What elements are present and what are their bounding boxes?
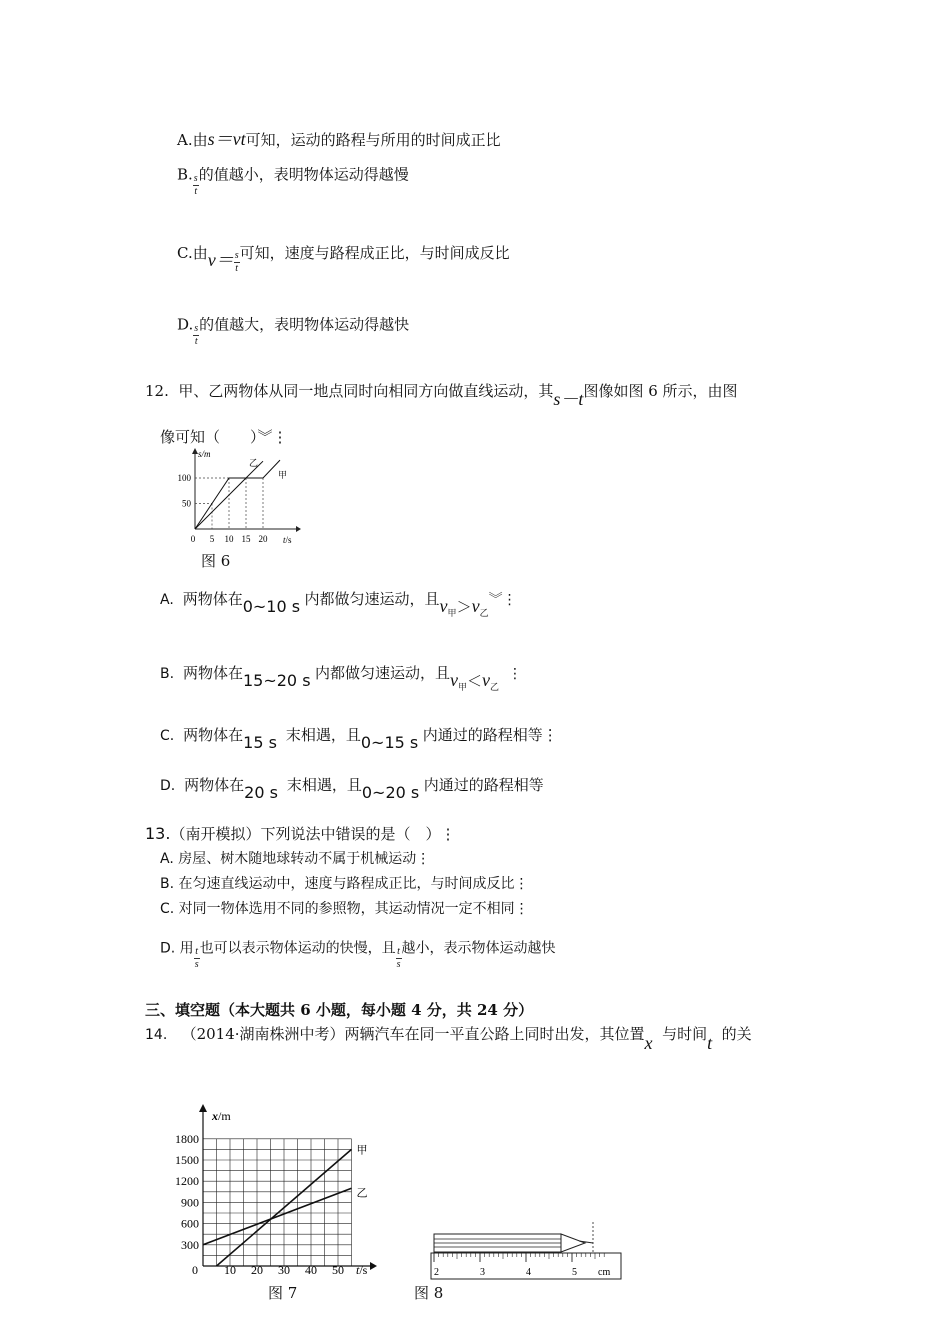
figure-6-caption: 图 6 [201, 552, 231, 570]
q11-option-b [177, 163, 409, 197]
x-axis-label: t/s [356, 1263, 368, 1277]
q12-a-text1: 两物体在 [182, 590, 243, 608]
q14-stem-text: （2014·湖南株洲中考）两辆汽车在同一平直公路上同时出发，其位置 [181, 1025, 645, 1043]
q12-b-v2: v [482, 670, 491, 690]
x-tick-label: 30 [278, 1263, 290, 1277]
q12-number: 12. [145, 382, 169, 400]
x-tick-label: 40 [305, 1263, 317, 1277]
q12-stem [145, 376, 738, 409]
q12-c-range2: 0~15 s [360, 733, 419, 752]
q12-a-label: A. [160, 592, 174, 608]
ruler-label: 5 [572, 1267, 577, 1278]
q12-d-text1: 两物体在 [184, 776, 245, 794]
q12-c-text1: 两物体在 [183, 726, 244, 744]
q13-stem [145, 823, 455, 844]
q13-d-mid: 也可以表示物体运动的快慢，且 [199, 940, 396, 957]
q12-c-text2: 末相遇，且 [285, 726, 361, 744]
q11-a-formula: s＝vt [207, 129, 246, 149]
figure-6-chart [170, 448, 310, 548]
x-axis-arrow [370, 1262, 377, 1270]
q11-option-d [177, 313, 410, 347]
t-over-s-fraction: $\frac{t}{s}$ [194, 946, 199, 970]
q12-stem-text: 甲、乙两物体从同一地点同时向相同方向做直线运动，其 [178, 382, 554, 400]
y-tick-label: 300 [181, 1237, 199, 1252]
q11-c-prefix: C.由 [177, 244, 208, 262]
figure-8-caption: 图 8 [414, 1284, 444, 1302]
t-over-s-fraction: $\frac{t}{s}$ [396, 946, 401, 970]
figure-7-caption: 图 7 [268, 1284, 298, 1302]
q11-d-prefix: D. [177, 315, 194, 334]
q13-option-d [160, 936, 556, 970]
ruler-label: 4 [526, 1267, 531, 1278]
q12-a-relation: ＞ [456, 600, 472, 616]
series-label-jia: 甲 [278, 470, 288, 480]
q12-b-sub2: 乙 [490, 682, 500, 693]
series-line-yi [203, 1188, 352, 1245]
q12-d-text2: 末相遇，且 [286, 776, 362, 794]
q12-b-end: ⋮ [507, 666, 522, 682]
figure-8-pencil-ruler [425, 1218, 625, 1282]
q13-option-a: A. 房屋、树木随地球转动不属于机械运动⋮ [160, 851, 431, 867]
ruler-label: 2 [434, 1267, 439, 1278]
figure-7-chart [170, 1104, 385, 1282]
q12-a-end: ︾⋮ [488, 592, 517, 608]
series-label-yi: 乙 [356, 1187, 368, 1200]
q13-option-c: C. 对同一物体选用不同的参照物，其运动情况一定不相同⋮ [160, 901, 529, 917]
x-tick-label: 20 [258, 534, 268, 544]
q13-stem-text: （南开模拟）下列说法中错误的是（ ）⋮ [170, 825, 456, 843]
y-tick-label: 600 [181, 1216, 199, 1231]
x-axis-arrow [296, 526, 301, 532]
q13-option-b: B. 在匀速直线运动中，速度与路程成正比，与时间成反比⋮ [160, 876, 529, 892]
q14-stem [145, 1023, 752, 1053]
q12-b-v1: v [450, 670, 458, 690]
q12-option-b [160, 662, 522, 693]
pencil [434, 1222, 593, 1256]
q12-a-text2: 内都做匀速运动，且 [304, 590, 440, 608]
q12-c-text3: 内通过的路程相等⋮ [422, 726, 558, 744]
y-axis-arrow [199, 1104, 207, 1112]
q13-number: 13. [145, 824, 171, 843]
section-3-title: 三、填空题（本大题共 6 小题，每小题 4 分，共 24 分） [145, 1001, 534, 1019]
q12-stem-formula: s－t [553, 389, 584, 409]
q12-option-a [160, 588, 517, 619]
q11-option-c [177, 238, 510, 274]
y-tick-label: 50 [182, 498, 191, 509]
q14-mid: 与时间 [662, 1025, 708, 1043]
q14-end: 的关 [721, 1025, 752, 1043]
q11-b-text: 的值越小，表明物体运动得越慢 [198, 165, 409, 184]
q11-a-text: 可知，运动的路程与所用的时间成正比 [245, 131, 501, 149]
series-label-jia: 甲 [356, 1144, 368, 1157]
q12-b-label: B. [160, 666, 175, 682]
x-tick-label: 0 [190, 534, 196, 544]
q14-number: 14. [145, 1027, 168, 1043]
series-label-yi: 乙 [249, 458, 259, 468]
q12-d-range2: 0~20 s [361, 783, 420, 802]
q12-b-range: 15~20 s [242, 671, 311, 690]
s-over-t-fraction: $\frac{s}{t}$ [194, 323, 199, 347]
q12-stem-text-post: 图像如图 6 所示，由图 [583, 382, 738, 400]
q12-option-c [160, 724, 558, 752]
x-tick-label: 15 [241, 534, 251, 544]
y-tick-label: 900 [181, 1195, 199, 1210]
q12-d-range: 20 s [244, 783, 278, 802]
q12-option-d [160, 774, 544, 802]
x-tick-label: 20 [251, 1263, 263, 1277]
q11-a-prefix: A.由 [177, 131, 208, 149]
q14-var-t: t [707, 1033, 713, 1053]
x-axis-label: t/s [283, 535, 292, 545]
q12-c-label: C. [160, 728, 175, 744]
q12-stem-line2: 像可知（ ）︾⋮ [160, 428, 288, 446]
q12-d-label: D. [160, 778, 176, 794]
ruler-label: 3 [480, 1267, 485, 1278]
ruler-unit: cm [598, 1267, 611, 1278]
y-tick-label: 1200 [175, 1174, 199, 1189]
ruler [431, 1253, 621, 1279]
q13-d-prefix: D. 用 [160, 940, 194, 957]
q12-d-text3: 内通过的路程相等 [423, 776, 544, 794]
q12-b-text1: 两物体在 [182, 664, 243, 682]
x-tick-label: 0 [192, 1263, 198, 1277]
x-tick-label: 50 [332, 1263, 344, 1277]
q12-b-text2: 内都做匀速运动，且 [314, 664, 450, 682]
q14-var-x: x [644, 1033, 653, 1053]
q12-b-relation: ＜ [467, 674, 483, 690]
q12-a-v1: v [439, 596, 448, 616]
x-tick-label: 5 [209, 534, 215, 544]
y-tick-label: 1500 [175, 1153, 199, 1167]
q12-a-range: 0~10 s [242, 597, 301, 616]
q12-b-sub1: 甲 [458, 682, 468, 693]
q11-c-text: 可知，速度与路程成正比，与时间成反比 [239, 244, 510, 262]
q13-d-post: 越小，表示物体运动越快 [401, 940, 556, 957]
q11-c-formula: v＝ [207, 250, 234, 270]
s-over-t-fraction: $\frac{s}{t}$ [193, 173, 198, 197]
s-over-t-fraction: $\frac{s}{t}$ [234, 249, 239, 274]
q12-a-v2: v [471, 596, 480, 616]
y-axis-label: s/m [198, 449, 211, 459]
y-tick-label: 100 [177, 473, 191, 483]
q12-a-sub1: 甲 [447, 608, 457, 619]
q12-a-sub2: 乙 [479, 608, 489, 619]
x-tick-label: 10 [224, 1263, 236, 1277]
series-line-jia [195, 460, 280, 529]
x-tick-label: 10 [224, 534, 234, 544]
q12-c-range: 15 s [243, 733, 277, 752]
q11-b-prefix: B. [177, 165, 193, 184]
q11-option-a [177, 125, 501, 151]
pencil-tip [561, 1234, 585, 1252]
q11-d-text: 的值越大，表明物体运动得越快 [199, 315, 410, 334]
y-axis-label: x/m [212, 1109, 231, 1123]
y-tick-label: 1800 [175, 1131, 199, 1146]
